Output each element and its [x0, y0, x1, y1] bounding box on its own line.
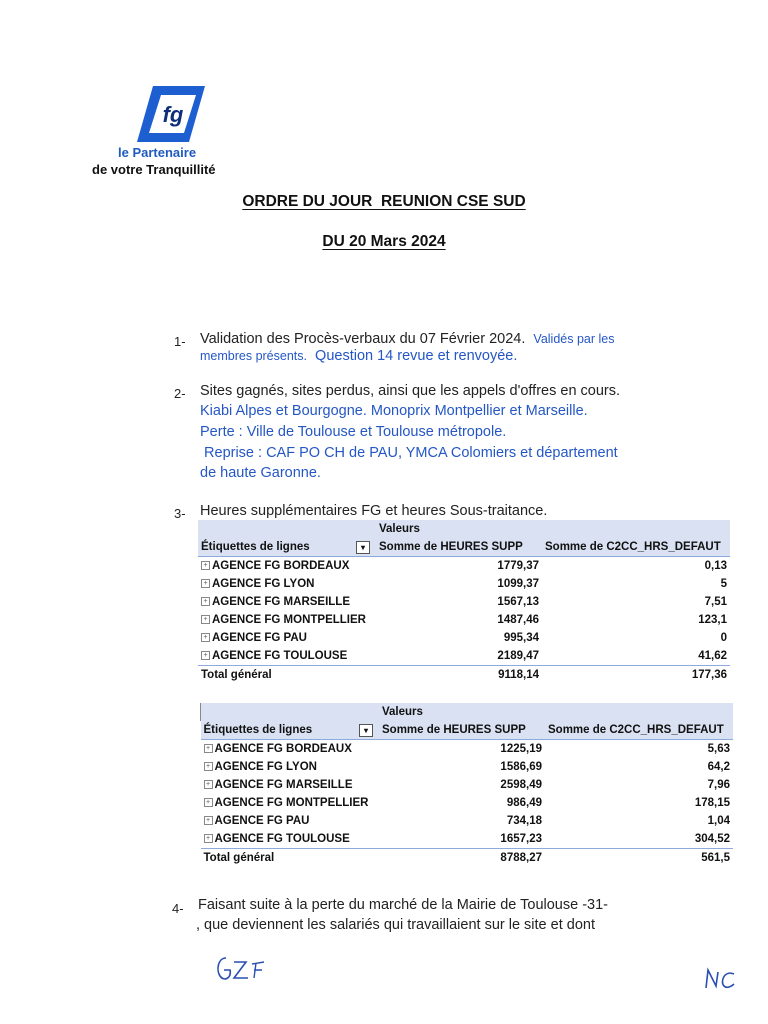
item-text: Sites gagnés, sites perdus, ainsi que les appels d'offres en cours. — [200, 383, 621, 399]
total-row: Total général 9118,14 177,36 — [198, 666, 730, 685]
pivot-table-1 — [198, 520, 730, 684]
company-logo — [133, 84, 209, 144]
row-labels-header: Étiquettes de lignes ▾ — [198, 538, 376, 557]
column-header: Somme de C2CC_HRS_DEFAUT — [542, 538, 730, 557]
table-row: + AGENCE FG MONTPELLIER 1487,46 123,1 — [198, 611, 730, 629]
table-row: + AGENCE FG LYON 1099,37 5 — [198, 575, 730, 593]
page-date: DU 20 Mars 2024 — [322, 233, 446, 250]
logo-tagline-1: le Partenaire — [118, 145, 197, 160]
table-row: + AGENCE FG TOULOUSE 1657,23 304,52 — [201, 830, 734, 849]
logo-text: fg — [162, 102, 184, 127]
values-label: Valeurs — [379, 703, 545, 721]
expand-icon[interactable]: + — [204, 798, 213, 807]
table-row: + AGENCE FG LYON 1586,69 64,2 — [201, 758, 734, 776]
table-row: + AGENCE FG TOULOUSE 2189,47 41,62 — [198, 647, 730, 666]
filter-icon[interactable]: ▾ — [359, 724, 373, 737]
initials-signature-right — [702, 966, 738, 992]
item-number: 3- — [174, 506, 186, 521]
pivot-table-2 — [200, 703, 733, 867]
expand-icon[interactable]: + — [204, 834, 213, 843]
expand-icon[interactable]: + — [204, 744, 213, 753]
expand-icon[interactable]: + — [204, 816, 213, 825]
expand-icon[interactable]: + — [201, 615, 210, 624]
item-note-line: Kiabi Alpes et Bourgogne. Monoprix Montpellier et Marseille. — [200, 403, 588, 419]
table-row: + AGENCE FG BORDEAUX 1779,37 0,13 — [198, 557, 730, 576]
table-row: + AGENCE FG MARSEILLE 1567,13 7,51 — [198, 593, 730, 611]
item-text: Validation des Procès-verbaux du 07 Février 2024. Validés par les — [200, 331, 615, 347]
item-note-line: de haute Garonne. — [200, 465, 321, 481]
expand-icon[interactable]: + — [204, 762, 213, 771]
expand-icon[interactable]: + — [201, 561, 210, 570]
item-note-line: Perte : Ville de Toulouse et Toulouse métropole. — [200, 424, 507, 440]
expand-icon[interactable]: + — [201, 597, 210, 606]
expand-icon[interactable]: + — [201, 651, 210, 660]
item-text: , que deviennent les salariés qui travaillaient sur le site et dont — [196, 917, 595, 933]
table-row: + AGENCE FG BORDEAUX 1225,19 5,63 — [201, 740, 734, 759]
expand-icon[interactable]: + — [201, 579, 210, 588]
table-row: + AGENCE FG MARSEILLE 2598,49 7,96 — [201, 776, 734, 794]
table-row: + AGENCE FG PAU 734,18 1,04 — [201, 812, 734, 830]
expand-icon[interactable]: + — [201, 633, 210, 642]
item-note-line: Reprise : CAF PO CH de PAU, YMCA Colomiers et département — [200, 445, 618, 461]
total-row: Total général 8788,27 561,5 — [201, 849, 734, 868]
filter-icon[interactable]: ▾ — [356, 541, 370, 554]
table-row: + AGENCE FG PAU 995,34 0 — [198, 629, 730, 647]
page-title: ORDRE DU JOUR REUNION CSE SUD — [242, 193, 526, 210]
item-number: 2- — [174, 386, 186, 401]
expand-icon[interactable]: + — [204, 780, 213, 789]
values-label: Valeurs — [376, 520, 542, 538]
item-text: Heures supplémentaires FG et heures Sous-traitance. — [200, 503, 548, 519]
item-number: 1- — [174, 334, 186, 349]
item-number: 4- — [172, 901, 184, 916]
initials-signature-left — [212, 952, 272, 984]
row-labels-header: Étiquettes de lignes ▾ — [201, 721, 380, 740]
column-header: Somme de HEURES SUPP — [379, 721, 545, 740]
column-header: Somme de C2CC_HRS_DEFAUT — [545, 721, 733, 740]
column-header: Somme de HEURES SUPP — [376, 538, 542, 557]
item-text: Faisant suite à la perte du marché de la Mairie de Toulouse -31- — [198, 897, 608, 913]
item-note-line: membres présents. Question 14 revue et renvoyée. — [200, 348, 518, 364]
logo-tagline-2: de votre Tranquillité — [92, 162, 216, 177]
table-row: + AGENCE FG MONTPELLIER 986,49 178,15 — [201, 794, 734, 812]
handwritten-note: Validés par les — [533, 332, 615, 346]
